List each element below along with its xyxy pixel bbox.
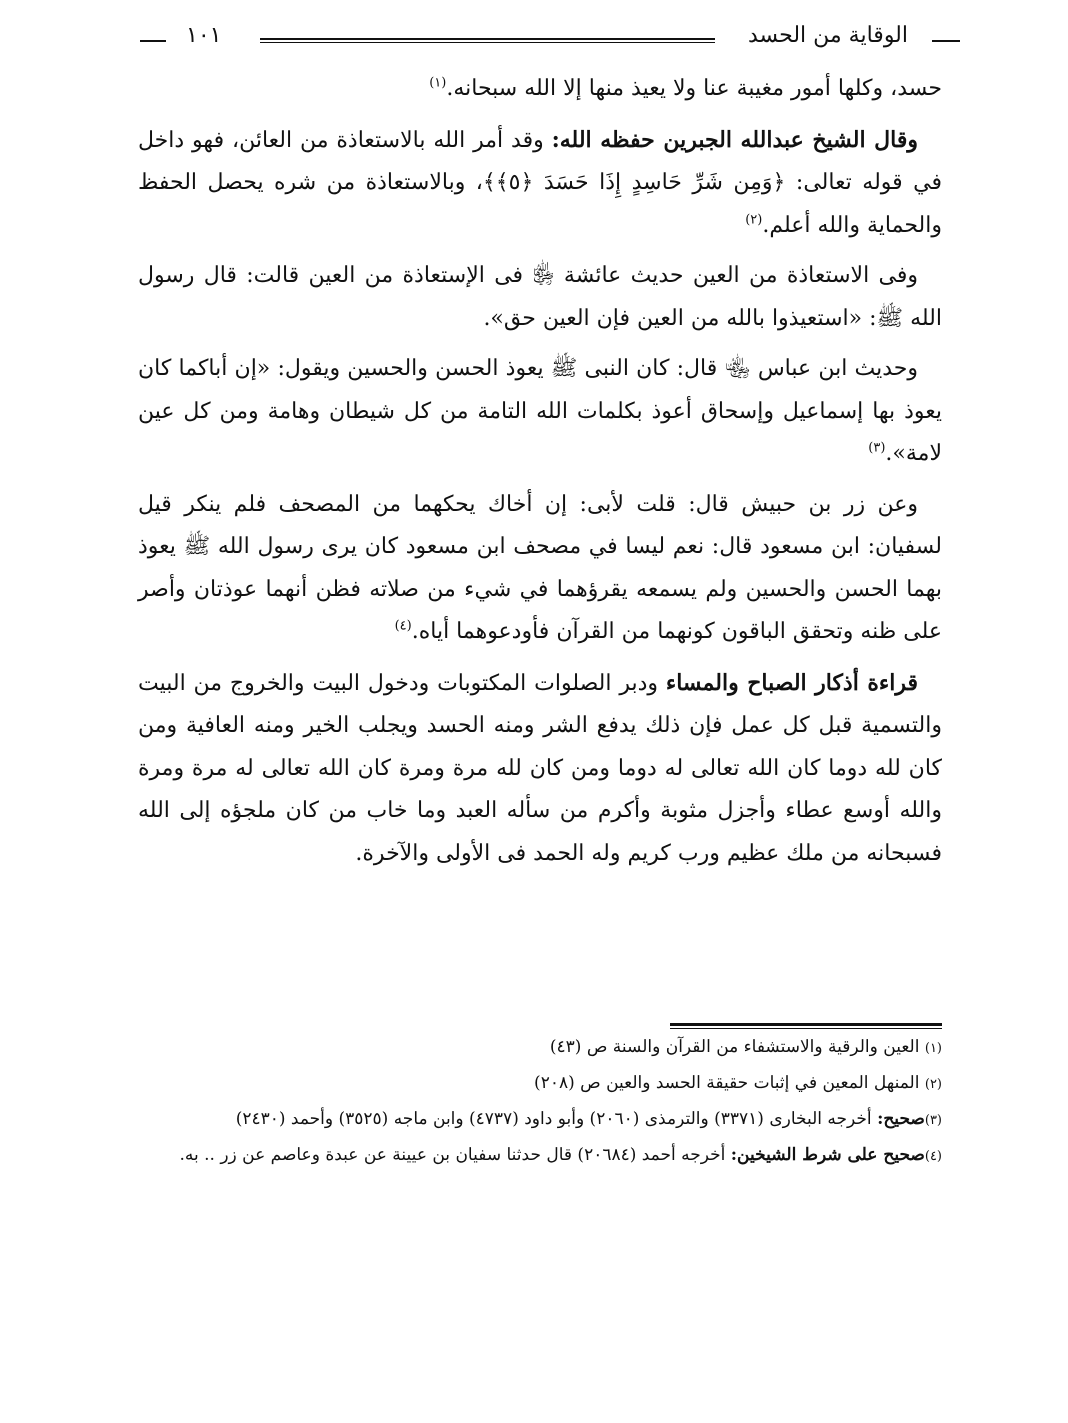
footnote-ref-3: (٣) (868, 440, 886, 456)
paragraph-4 (138, 348, 942, 476)
footnotes (138, 1032, 942, 1176)
paragraph-6 (138, 662, 942, 876)
body-text (138, 68, 942, 883)
footnote-text: العين والرقية والاستشفاء من القرآن والسنة ص (٤٣) (549, 1037, 925, 1057)
footnote-text: أخرجه البخارى (٣٣٧١) والترمذى (٢٠٦٠) وأبو داود (٤٧٣٧) وابن ماجه (٣٥٢٥) وأحمد (٢٤٣٠) (235, 1109, 878, 1129)
footnote-ref-2: (٢) (745, 212, 763, 228)
footnote-number: (١) (924, 1041, 942, 1056)
footnote-1 (138, 1032, 942, 1064)
paragraph-6-lead: قراءة أذكار الصباح والمساء (665, 669, 918, 696)
footnote-text: المنهل المعين في إثبات حقيقة الحسد والعين ص (٢٠٨) (534, 1073, 925, 1093)
paragraph-3 (138, 255, 942, 340)
footnote-2 (138, 1068, 942, 1100)
header-dash-left (140, 40, 166, 42)
footnote-text: أخرجه أحمد (٢٠٦٨٤) قال حدثنا سفيان بن عيينة عن عبدة وعاصم عن زر .. به. (179, 1145, 731, 1165)
paragraph-2 (138, 119, 942, 248)
page-number: ١٠١ (186, 23, 222, 48)
footnote-grade: صحيح: (877, 1109, 925, 1129)
paragraph-1 (138, 68, 942, 111)
paragraph-4-text: وحديث ابن عباس ﵄ قال: كان النبى ﷺ يعوذ الحسن والحسين ويقول: «إن أباكما كان يعوذ بها إسماعيل وإسحاق أعوذ بكلمات الله التامة من كل شيطان وهامة ومن كل عين لامة». (138, 356, 942, 466)
header-dash-right (932, 40, 960, 42)
header-rule (260, 38, 715, 43)
footnote-3 (138, 1104, 942, 1136)
paragraph-3-text: وفى الاستعاذة من العين حديث عائشة ﵂ فى الإستعاذة من العين قالت: قال رسول الله ﷺ: «استعيذوا بالله من العين فإن العين حق». (138, 263, 942, 331)
running-header (140, 22, 960, 52)
footnote-ref-4: (٤) (394, 618, 412, 634)
paragraph-5-text: وعن زر بن حبيش قال: قلت لأبى: إن أخاك يحكهما من المصحف فلم ينكر قيل لسفيان: ابن مسعود قال: نعم ليسا في مصحف ابن مسعود كان يرى رسول الله ﷺ يعوذ بهما الحسن والحسين ولم يسمعه يقرؤهما في شيء من صلاته فظن أنهما عوذتان وأصر على ظنه وتحقق الباقون كونهما من القرآن فأودعوهما أياه. (138, 491, 943, 644)
paragraph-6-text: ودبر الصلوات المكتوبات ودخول البيت والخروج من البيت والتسمية قبل كل عمل فإن ذلك يدفع الشر ومنه الحسد ويجلب الخير ومنه العافية ومن كان لله دوما كان الله تعالى له دوما ومن كان لله مرة ومرة كان الله تعالى له مرة ومرة والله أوسع عطاء وأجزل مثوبة وأكرم من سأله العبد وما خاب من كان ملجؤه إلى الله فسبحانه من ملك عظيم ورب كريم وله الحمد فى الأولى والآخرة. (138, 670, 942, 866)
paragraph-2-lead: وقال الشيخ عبدالله الجبرين حفظه الله: (551, 126, 918, 153)
footnote-ref-1: (١) (429, 75, 447, 91)
footnote-grade: صحيح على شرط الشيخين: (730, 1145, 925, 1165)
paragraph-2-text: وقد أمر الله بالاستعاذة من العائن، فهو داخل في قوله تعالى: ﴿وَمِن شَرِّ حَاسِدٍ إِذَا حَسَدَ ﴿٥﴾﴾، وبالاستعاذة من شره يحصل الحفظ والحماية والله أعلم. (138, 127, 942, 238)
footnote-4 (138, 1140, 942, 1172)
footnote-number: (٤) (924, 1149, 942, 1164)
footnote-number: (٢) (924, 1077, 942, 1092)
paragraph-1-text: حسد، وكلها أمور مغيبة عنا ولا يعيذ منها إلا الله سبحانه. (446, 76, 942, 101)
paragraph-5 (138, 484, 942, 654)
header-title: الوقاية من الحسد (747, 23, 908, 48)
footnote-number: (٣) (924, 1113, 942, 1128)
footnote-rule (670, 1023, 942, 1029)
